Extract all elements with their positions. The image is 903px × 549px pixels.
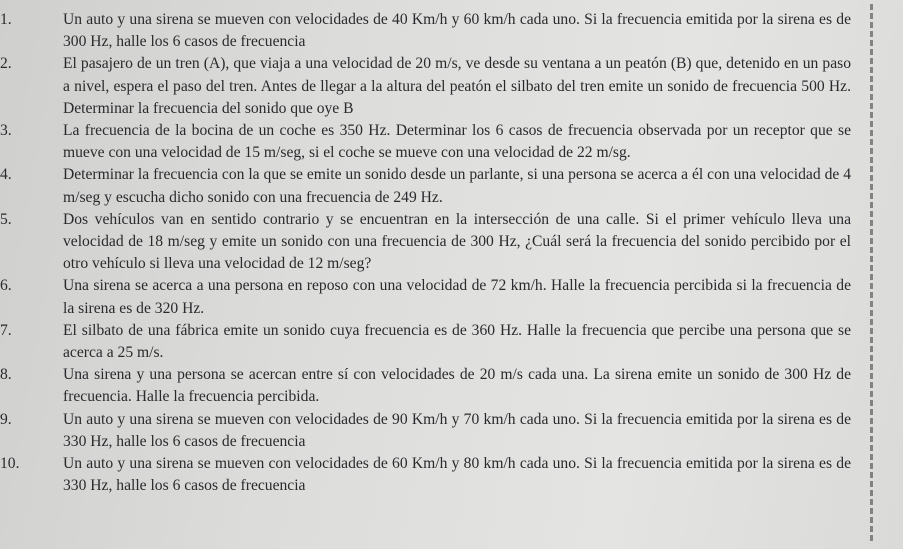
problem-text: El silbato de una fábrica emite un sonido cuya frecuencia es de 360 Hz. Halle la frecuencia que percibe una persona que se acerca a 25 m/s.: [63, 321, 851, 362]
problem-list: [0, 9, 903, 497]
problem-number: 7.: [0, 321, 12, 339]
problem-text: Una sirena se acerca a una persona en reposo con una velocidad de 72 km/h. Halle la frecuencia percibida si la frecuencia de la sirena es de 320 Hz.: [63, 277, 851, 317]
problem-item: [0, 120, 903, 164]
problem-text: Un auto y una sirena se mueven con velocidades de 90 Km/h y 70 km/h cada uno. Si la frecuencia emitida por la sirena es de 330 Hz, halle los 6 casos de frecuencia: [63, 410, 851, 450]
problem-number: 1.: [0, 11, 12, 28]
problem-number: 9.: [0, 410, 12, 428]
problem-number: 3.: [0, 122, 12, 140]
problem-text: La frecuencia de la bocina de un coche es 350 Hz. Determinar los 6 casos de frecuencia observada por un receptor que se mueve con una velocidad de 15 m/seg, si el coche se mueve con una velocidad de 22 m/sg.: [63, 122, 851, 162]
problem-item: [0, 164, 903, 208]
problem-number: 10.: [0, 455, 20, 473]
problem-item: [0, 9, 903, 53]
problem-text: Un auto y una sirena se mueven con velocidades de 60 Km/h y 80 km/h cada uno. Si la frecuencia emitida por la sirena es de 330 Hz, halle los 6 casos de frecuencia: [63, 455, 851, 495]
problem-number: 8.: [0, 366, 12, 384]
problem-number: 4.: [0, 166, 12, 184]
problem-item: [0, 209, 903, 276]
problem-text: El pasajero de un tren (A), que viaja a una velocidad de 20 m/s, ve desde su ventana a un peatón (B) que, detenido en un paso a nivel, espera el paso del tren. Antes de llegar a la altura del peatón el silbato del tren emite un sonido de frecuencia 500 Hz. Determinar la frecuencia del sonido que oye B: [63, 55, 851, 117]
problem-text: Dos vehículos van en sentido contrario y se encuentran en la intersección de una calle. Si el primer vehículo lleva una velocidad de 18 m/seg y emite un sonido con una frecuencia de 300 Hz, ¿Cuál será la frecuencia del sonido percibido por el otro vehículo si lleva una velocidad de 12 m/seg?: [63, 210, 851, 273]
problem-number: 6.: [0, 277, 12, 295]
problem-text: Una sirena y una persona se acercan entre sí con velocidades de 20 m/s cada una. La sirena emite un sonido de 300 Hz de frecuencia. Halle la frecuencia percibida.: [63, 366, 851, 406]
problem-text: Un auto y una sirena se mueven con velocidades de 40 Km/h y 60 km/h cada uno. Si la frecuencia emitida por la sirena es de 300 Hz, halle los 6 casos de frecuencia: [63, 11, 851, 51]
problem-number: 5.: [0, 210, 12, 228]
problem-text: Determinar la frecuencia con la que se emite un sonido desde un parlante, si una persona se acerca a él con una velocidad de 4 m/seg y escucha dicho sonido con una frecuencia de 249 Hz.: [63, 166, 851, 206]
problem-item: [0, 364, 903, 408]
problem-number: 2.: [0, 55, 12, 73]
problem-item: [0, 409, 903, 453]
problem-item: [0, 275, 903, 319]
problem-item: [0, 53, 903, 120]
problem-item: [0, 453, 903, 497]
problem-item: [0, 320, 903, 364]
page-binding-edge: [870, 4, 873, 543]
